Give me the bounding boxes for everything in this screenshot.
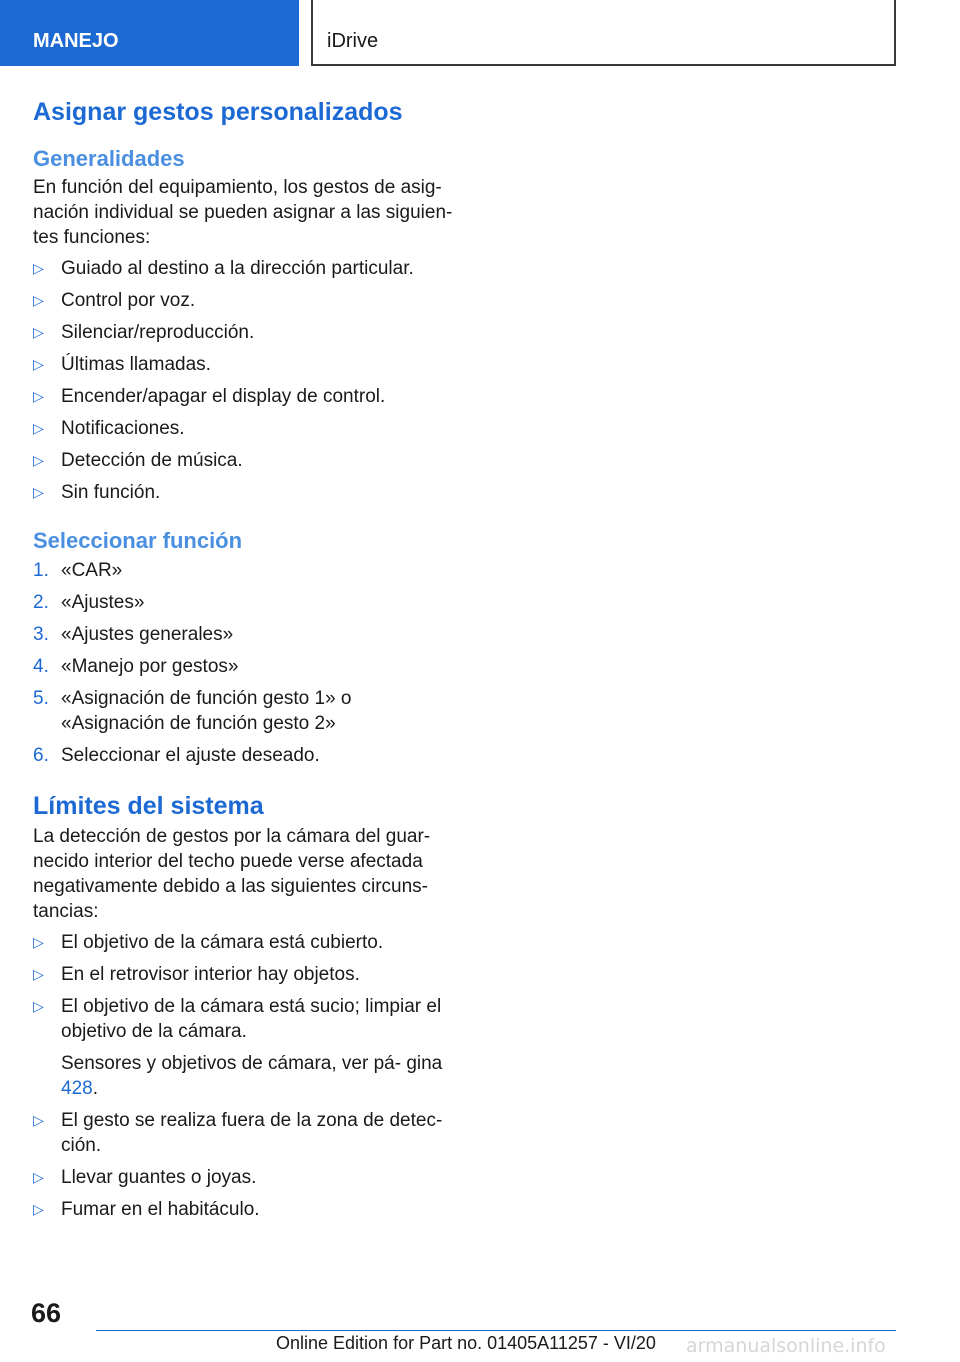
select-heading: Seleccionar función xyxy=(33,527,243,553)
list-item: ▷ Detección de música. xyxy=(33,449,243,471)
step-item: 5. «Asignación de función gesto 1» o «Asignación de función gesto 2» xyxy=(33,688,352,735)
triangle-right-outline-icon: ▷ xyxy=(33,1169,44,1186)
header-section-tab: MANEJO xyxy=(0,0,299,66)
step-item: 2. «Ajustes» xyxy=(33,592,145,614)
step-item: 3. «Ajustes generales» xyxy=(33,624,234,646)
limits-heading: Límites del sistema xyxy=(33,792,264,821)
list-item: ▷ El objetivo de la cámara está cubierto. xyxy=(33,932,384,954)
triangle-right-outline-icon: ▷ xyxy=(33,419,44,436)
limits-list xyxy=(33,930,453,1222)
list-item: ▷ El gesto se realiza fuera de la zona de detec- ción. xyxy=(33,1110,443,1157)
triangle-right-outline-icon: ▷ xyxy=(33,387,44,404)
step-item: 4. «Manejo por gestos» xyxy=(33,656,239,678)
list-item: ▷ Silenciar/reproducción. xyxy=(33,321,255,343)
list-item: ▷ Últimas llamadas. xyxy=(33,353,211,375)
triangle-right-outline-icon: ▷ xyxy=(33,483,44,500)
list-item: ▷ Notificaciones. xyxy=(33,417,185,439)
footer-edition: Online Edition for Part no. 01405A11257 - VI/20 xyxy=(276,1333,656,1353)
general-intro: En función del equipamiento, los gestos de asig- nación individual se pueden asignar a las siguien- tes funciones: xyxy=(33,176,453,248)
footer-divider xyxy=(96,1330,896,1331)
list-item: ▷ Llevar guantes o joyas. xyxy=(33,1167,257,1189)
limits-intro: La detección de gestos por la cámara del guar- necido interior del techo puede verse afectada negativamente debido a las siguientes circuns- tancias: xyxy=(33,826,431,923)
step-item: 6. Seleccionar el ajuste deseado. xyxy=(33,745,320,767)
page-link[interactable]: 428 xyxy=(61,1078,93,1100)
triangle-right-outline-icon: ▷ xyxy=(33,323,44,340)
triangle-right-outline-icon: ▷ xyxy=(33,451,44,468)
page-number: 66 xyxy=(31,1298,62,1328)
list-item: ▷ El objetivo de la cámara está sucio; limpiar el objetivo de la cámara. Sensores y objetivos de cámara, ver pá- gina 428. xyxy=(33,994,453,1101)
general-list xyxy=(33,256,453,505)
triangle-right-outline-icon: ▷ xyxy=(33,966,44,983)
list-item: ▷ Control por voz. xyxy=(33,289,196,311)
triangle-right-outline-icon: ▷ xyxy=(33,1112,44,1129)
list-item: ▷ Encender/apagar el display de control. xyxy=(33,385,386,407)
triangle-right-outline-icon: ▷ xyxy=(33,1201,44,1218)
watermark: armanualsonline.info xyxy=(686,1335,886,1357)
page-title: Asignar gestos personalizados xyxy=(33,98,403,126)
select-steps xyxy=(33,558,453,768)
list-item: ▷ Sin función. xyxy=(33,481,161,503)
cross-reference: Sensores y objetivos de cámara, ver pá- gina 428. xyxy=(61,1053,443,1100)
triangle-right-outline-icon: ▷ xyxy=(33,998,44,1015)
general-heading: Generalidades xyxy=(33,145,185,171)
step-item: 1. «CAR» xyxy=(33,560,123,582)
list-item: ▷ Fumar en el habitáculo. xyxy=(33,1199,260,1221)
triangle-right-outline-icon: ▷ xyxy=(33,259,44,276)
triangle-right-outline-icon: ▷ xyxy=(33,934,44,951)
triangle-right-outline-icon: ▷ xyxy=(33,291,44,308)
header-chapter-tab: iDrive xyxy=(311,0,896,66)
page-content xyxy=(33,96,453,1229)
triangle-right-outline-icon: ▷ xyxy=(33,355,44,372)
list-item: ▷ En el retrovisor interior hay objetos. xyxy=(33,964,360,986)
list-item: ▷ Guiado al destino a la dirección particular. xyxy=(33,257,414,279)
